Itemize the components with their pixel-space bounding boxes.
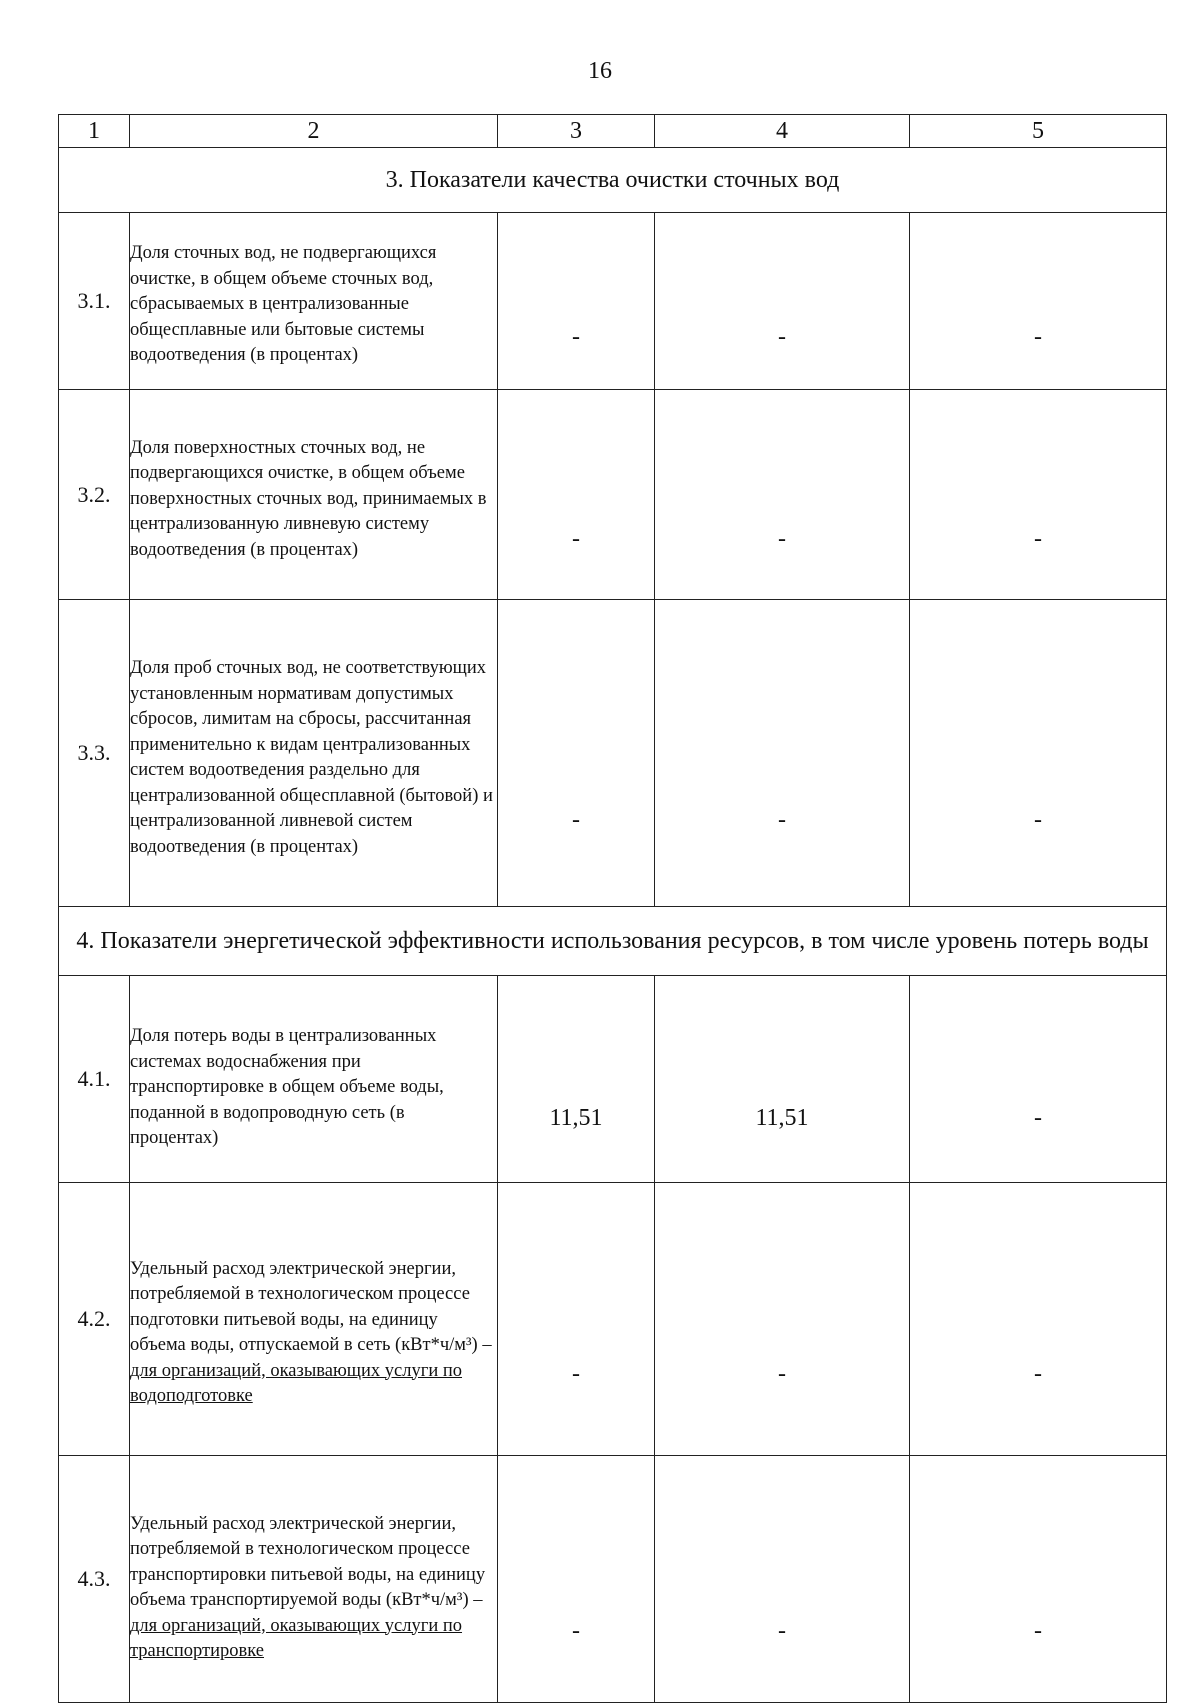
section-3-row — [59, 148, 1167, 213]
value-text: 11,51 — [549, 1104, 603, 1131]
description-text: Доля сточных вод, не подвергающихся очистке, в общем объеме сточных вод, сбрасываемых в централизованные общесплавные или бытовые системы водоотведения (в процентах) — [130, 243, 437, 366]
value-col3 — [498, 390, 655, 600]
value-text: - — [572, 526, 580, 552]
section-4-row — [59, 907, 1167, 976]
column-number-1: 1 — [59, 115, 130, 148]
description-text: Доля проб сточных вод, не соответствующих установленным нормативам допустимых сбросов, лимитам на сбросы, рассчитанная применительно к видам централизованных систем водоотведения раздельно для централизованной общесплавной (бытовой) и централизованной ливневой систем водоотведения (в процентах) — [130, 658, 493, 857]
section-title: 3. Показатели качества очистки сточных вод — [59, 148, 1167, 213]
description-text: Удельный расход электрической энергии, потребляемой в технологическом процессе транспортировки питьевой воды, на единицу объема транспортируемой воды (кВт*ч/м³) – — [130, 1513, 486, 1610]
column-number-5: 5 — [910, 115, 1167, 148]
value-col4 — [655, 213, 910, 390]
table-row — [59, 1456, 1167, 1703]
value-text: - — [1034, 1104, 1042, 1131]
value-col5 — [910, 213, 1167, 390]
value-col5 — [910, 1456, 1167, 1703]
column-number-4: 4 — [655, 115, 910, 148]
value-text: - — [778, 323, 786, 350]
value-text: - — [778, 1617, 786, 1644]
value-col3 — [498, 976, 655, 1183]
row-description — [130, 1183, 498, 1456]
value-text: 11,51 — [755, 1104, 809, 1131]
description-underlined-text: для организаций, оказывающих услуги по водоподготовке — [130, 1360, 463, 1406]
description-text: Удельный расход электрической энергии, потребляемой в технологическом процессе подготовки питьевой воды, на единицу объема воды, отпускаемой в сеть (кВт*ч/м³) – — [130, 1258, 492, 1355]
description-text: Доля потерь воды в централизованных системах водоснабжения при транспортировке в общем объеме воды, поданной в водопроводную сеть (в процентах) — [130, 1026, 444, 1149]
table-row — [59, 1183, 1167, 1456]
value-col4 — [655, 1456, 910, 1703]
column-number-row — [59, 115, 1167, 148]
row-description — [130, 1456, 498, 1703]
value-col3 — [498, 213, 655, 390]
value-text: - — [778, 526, 786, 552]
value-text: - — [778, 806, 786, 833]
column-number-3: 3 — [498, 115, 655, 148]
value-col4 — [655, 976, 910, 1183]
value-col5 — [910, 390, 1167, 600]
value-col3 — [498, 1456, 655, 1703]
table-row — [59, 390, 1167, 600]
table-row — [59, 600, 1167, 907]
value-text: - — [572, 806, 580, 833]
row-description — [130, 976, 498, 1183]
row-description — [130, 600, 498, 907]
value-text: - — [1034, 1617, 1042, 1644]
row-number: 4.1. — [59, 976, 130, 1183]
value-col4 — [655, 390, 910, 600]
row-number: 4.2. — [59, 1183, 130, 1456]
row-description — [130, 213, 498, 390]
row-number: 3.2. — [59, 390, 130, 600]
value-col4 — [655, 600, 910, 907]
value-text: - — [1034, 806, 1042, 833]
column-number-2: 2 — [130, 115, 498, 148]
value-col3 — [498, 1183, 655, 1456]
page-number: 16 — [588, 58, 612, 84]
value-text: - — [572, 1617, 580, 1644]
table-row — [59, 976, 1167, 1183]
row-description — [130, 390, 498, 600]
value-col5 — [910, 600, 1167, 907]
value-col3 — [498, 600, 655, 907]
description-text: Доля поверхностных сточных вод, не подвергающихся очистке, в общем объеме поверхностных сточных вод, принимаемых в централизованную ливневую систему водоотведения (в процентах) — [130, 437, 487, 560]
table-row — [59, 213, 1167, 390]
value-col4 — [655, 1183, 910, 1456]
value-text: - — [1034, 323, 1042, 350]
description-underlined-text: для организаций, оказывающих услуги по транспортировке — [130, 1615, 463, 1661]
row-number: 3.3. — [59, 600, 130, 907]
value-text: - — [1034, 1360, 1042, 1387]
row-number: 3.1. — [59, 213, 130, 390]
section-title: 4. Показатели энергетической эффективности использования ресурсов, в том числе уровень потерь воды — [59, 907, 1167, 976]
indicators-table — [58, 114, 1167, 1703]
value-col5 — [910, 976, 1167, 1183]
row-number: 4.3. — [59, 1456, 130, 1703]
value-text: - — [572, 1360, 580, 1387]
value-text: - — [572, 323, 580, 350]
value-text: - — [1034, 526, 1042, 552]
value-col5 — [910, 1183, 1167, 1456]
value-text: - — [778, 1360, 786, 1387]
